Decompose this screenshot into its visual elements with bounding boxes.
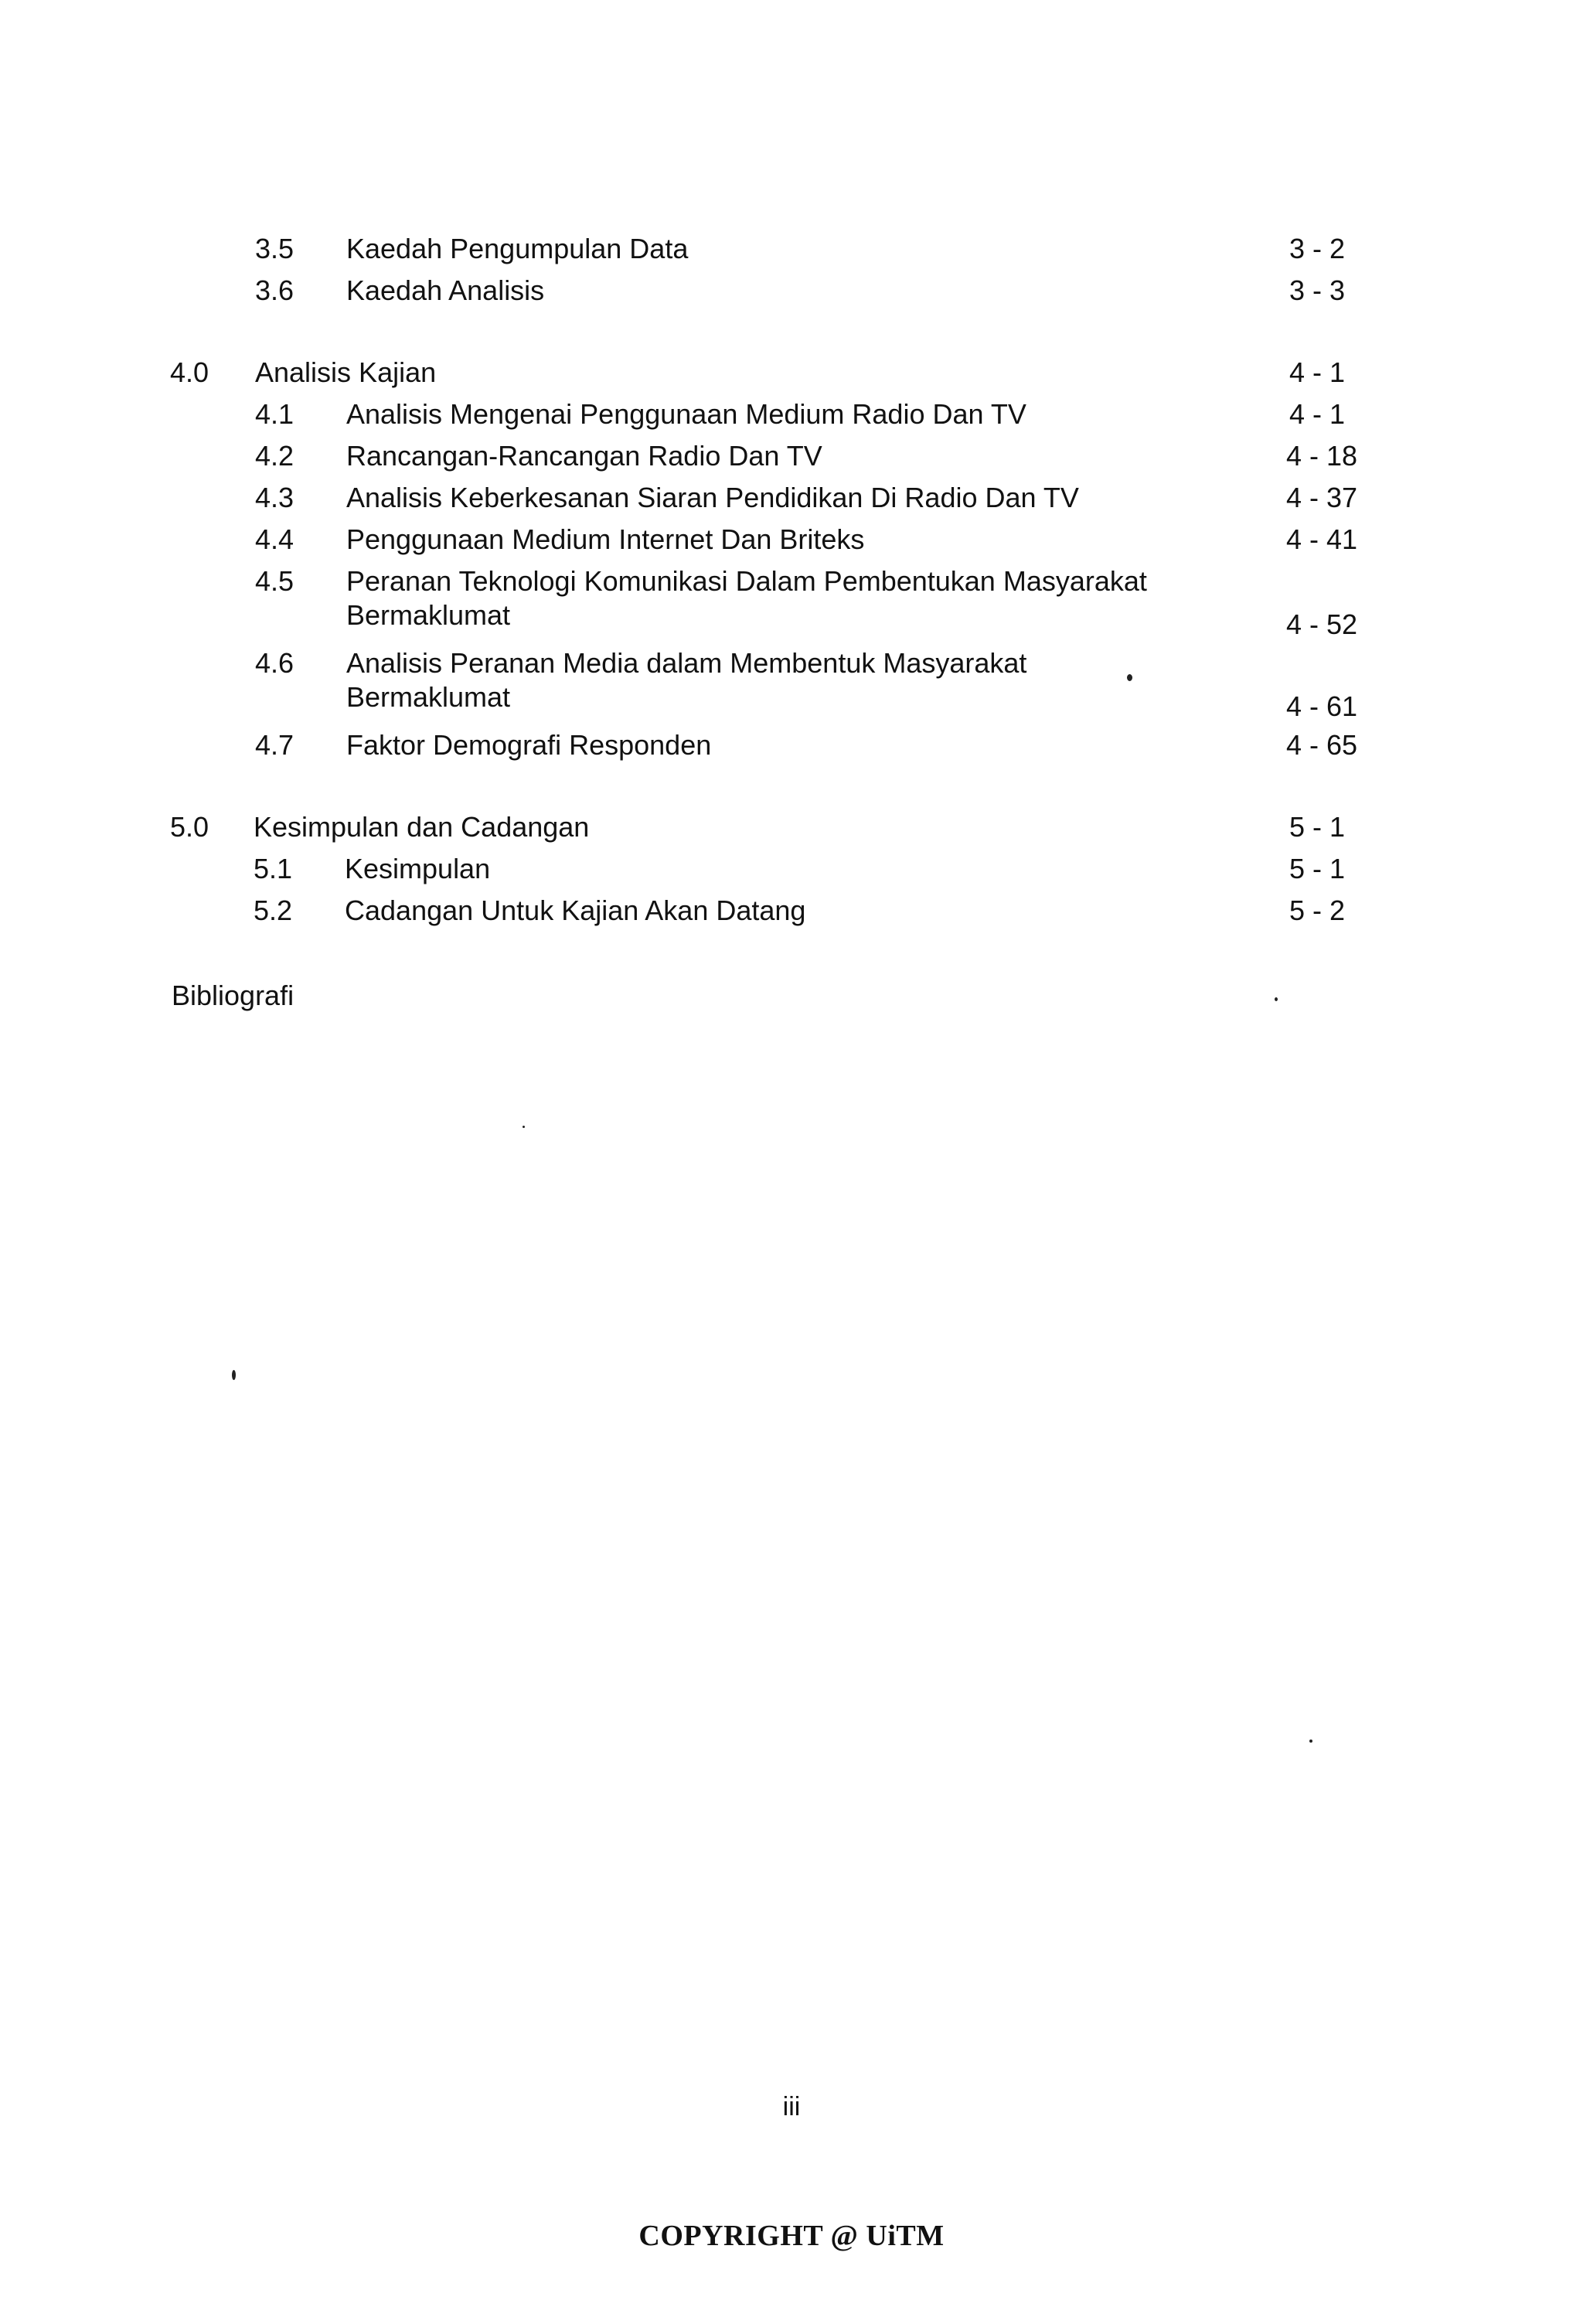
toc-number: 4.6 xyxy=(255,647,294,679)
toc-number: 4.1 xyxy=(255,398,294,430)
toc-title-line-1: Analisis Peranan Media dalam Membentuk Masyarakat xyxy=(346,647,1027,679)
toc-title: Rancangan-Rancangan Radio Dan TV xyxy=(346,440,822,472)
toc-number: 4.2 xyxy=(255,440,294,472)
toc-title: Analisis Mengenai Penggunaan Medium Radio Dan TV xyxy=(346,398,1026,430)
toc-page: 3 - 2 xyxy=(1289,233,1345,264)
toc-page: 4 - 37 xyxy=(1285,482,1357,513)
toc-title: Kaedah Analisis xyxy=(346,274,545,306)
toc-title: Kesimpulan dan Cadangan xyxy=(254,811,590,843)
page-number: iii xyxy=(782,2092,801,2121)
toc-page: 4 - 52 xyxy=(1285,608,1357,640)
toc-page: 4 - 65 xyxy=(1285,729,1357,761)
toc-page: 4 - 1 xyxy=(1289,356,1345,388)
toc-number: 3.6 xyxy=(255,274,294,306)
toc-page: 5 - 2 xyxy=(1289,895,1345,926)
toc-page: 4 - 61 xyxy=(1285,690,1357,722)
toc-page: 5 - 1 xyxy=(1289,811,1345,843)
toc-number: 4.0 xyxy=(170,356,209,388)
toc-number: 4.4 xyxy=(255,523,294,555)
toc-title: Kaedah Pengumpulan Data xyxy=(346,233,689,264)
toc-page: 4 - 1 xyxy=(1289,398,1345,430)
scan-speck xyxy=(1275,997,1278,1001)
toc-page: 3 - 3 xyxy=(1289,274,1345,306)
toc-title-line-2: Bermaklumat xyxy=(346,599,511,631)
toc-title: Kesimpulan xyxy=(345,853,491,884)
toc-number: 4.3 xyxy=(255,482,294,513)
toc-page: 4 - 41 xyxy=(1285,523,1357,555)
scan-speck xyxy=(1127,674,1132,681)
toc-title: Cadangan Untuk Kajian Akan Datang xyxy=(345,895,806,926)
toc-number: 4.7 xyxy=(255,729,294,761)
toc-title: Analisis Keberkesanan Siaran Pendidikan Di Radio Dan TV xyxy=(346,482,1079,513)
scan-speck xyxy=(523,1126,525,1128)
toc-number: 5.2 xyxy=(254,895,293,926)
toc-title: Faktor Demografi Responden xyxy=(346,729,712,761)
scan-speck xyxy=(232,1370,236,1380)
toc-title-line-1: Peranan Teknologi Komunikasi Dalam Pembentukan Masyarakat xyxy=(346,565,1147,597)
toc-number: 3.5 xyxy=(255,233,294,264)
toc-page: 4 - 18 xyxy=(1285,440,1357,472)
toc-title: Penggunaan Medium Internet Dan Briteks xyxy=(346,523,865,555)
toc-title: Bibliografi xyxy=(172,980,294,1011)
toc-number: 5.0 xyxy=(170,811,209,843)
copyright-notice: COPYRIGHT @ UiTM xyxy=(638,2220,945,2252)
scan-speck xyxy=(1309,1740,1312,1743)
toc-title-line-2: Bermaklumat xyxy=(346,681,511,713)
toc-number: 5.1 xyxy=(254,853,293,884)
toc-number: 4.5 xyxy=(255,565,294,597)
toc-page: 5 - 1 xyxy=(1289,853,1345,884)
toc-title: Analisis Kajian xyxy=(255,356,437,388)
